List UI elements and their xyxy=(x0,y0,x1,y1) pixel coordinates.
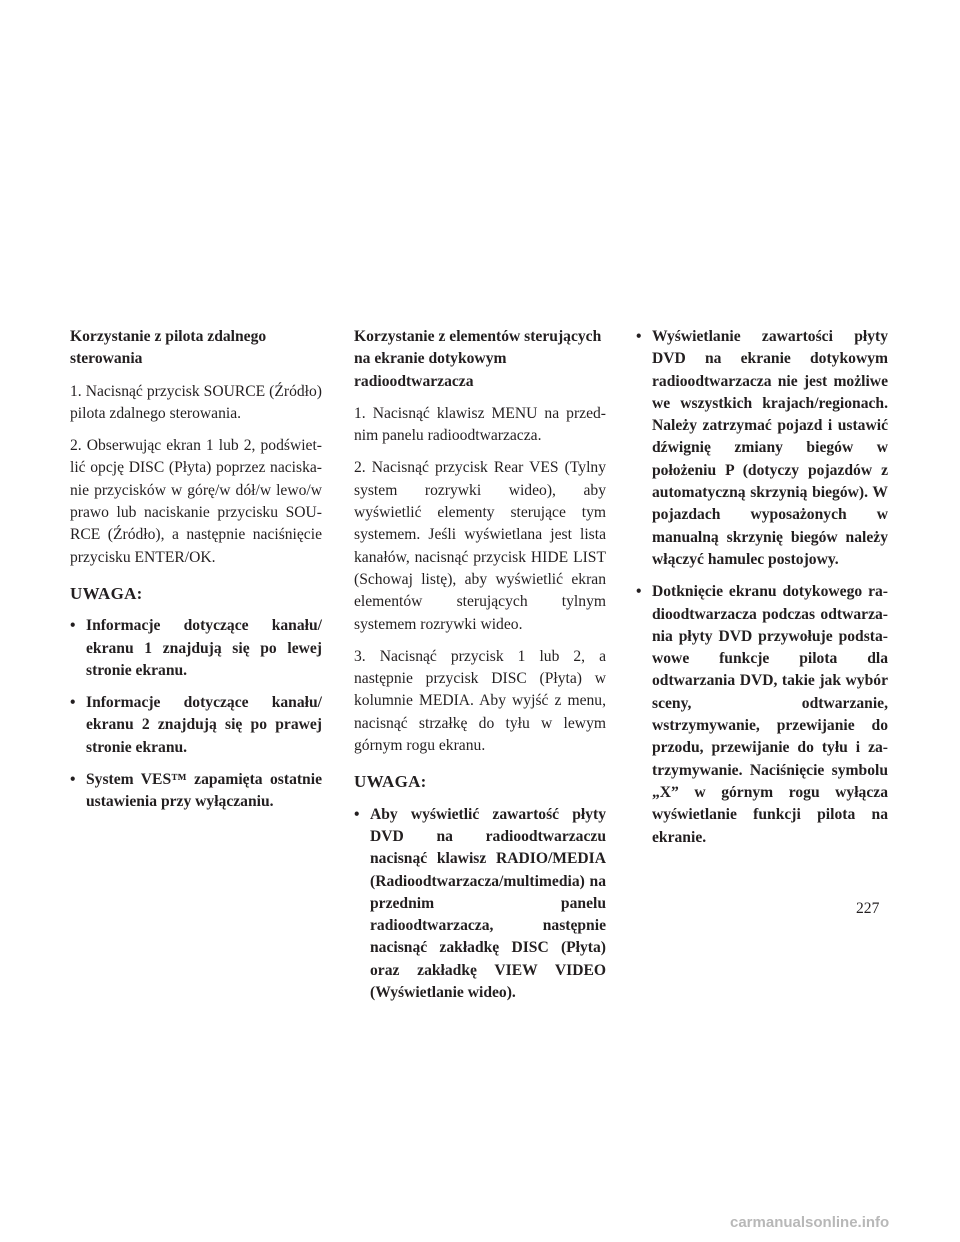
section-heading-remote: Korzystanie z pilota zdalnego sterowania xyxy=(70,328,267,368)
step-paragraph: 3. Nacisnąć przycisk 1 lub 2, a następnie przycisk DISC (Płyta) w kolumnie MEDIA. Aby wyjść z menu, nacisnąć strzałkę do tyłu w lewym górnym rogu ekranu. xyxy=(354,647,606,755)
column-3 xyxy=(636,326,888,859)
watermark: carmanualsonline.info xyxy=(730,1214,890,1231)
step-paragraph: 2. Nacisnąć przycisk Rear VES (Tylny system rozrywki wideo), aby wyświetlić elementy sterujące tym systemem. Jeśli wyświetlana jest lista kanałów, nacisnąć przycisk HIDE LIST (Schowaj listę), aby wyświetlić ekran elementów sterujących tylnym systemem rozrywki wideo. xyxy=(354,459,606,633)
step-paragraph: 1. Nacisnąć przycisk SOURCE (Źródło) pilota zdalnego sterowania. xyxy=(70,382,322,422)
note-label: UWAGA: xyxy=(354,772,427,792)
note-bullet: • Informacje dotyczące kanału/ ekranu 2 znajdują się po prawej stronie ekranu. xyxy=(70,692,322,759)
step-paragraph: 1. Nacisnąć klawisz MENU na przednim panelu radioodtwarzacza. xyxy=(354,404,606,445)
column-1 xyxy=(70,326,322,824)
section-heading-touchscreen: Korzystanie z elementów sterujących na ekranie dotykowym radioodtwarzacza xyxy=(354,328,602,390)
note-label: UWAGA: xyxy=(70,583,143,603)
note-bullet: • Dotknięcie ekranu dotykowego radioodtwarzacza podczas odtwarzania płyty DVD przywołuje podstawowe funkcje pilota dla odtwarzania DVD, takie jak wybór sceny, odtwarzanie, wstrzymywanie, przewijanie do przodu, przewijanie do tyłu i zatrzymywanie. Naciśnięcie symbolu „X” w górnym rogu wyłącza wyświetlanie funkcji pilota na ekranie. xyxy=(636,581,888,849)
note-bullet: • Informacje dotyczące kanału/ ekranu 1 znajdują się po lewej stronie ekranu. xyxy=(70,615,322,682)
step-paragraph: 2. Obserwując ekran 1 lub 2, podświetlić opcję DISC (Płyta) poprzez naciskanie przycisków w górę/w dół/w lewo/w prawo lub naciskanie przycisku SOURCE (Źródło), a następnie naciśnięcie przycisku ENTER/OK. xyxy=(70,437,322,566)
note-bullet-list xyxy=(70,615,322,813)
column-2 xyxy=(354,326,606,1014)
note-bullet-list xyxy=(636,326,888,849)
note-bullet: • System VES™ zapamięta ostatnie ustawienia przy wyłączaniu. xyxy=(70,769,322,814)
note-bullet: • Wyświetlanie zawartości płyty DVD na ekranie dotykowym radioodtwarzacza nie jest możliwe we wszystkich krajach/regionach. Należy zatrzymać pojazd i ustawić dźwignię zmiany biegów w położeniu P (dotyczy pojazdów z automatyczną skrzynią biegów). W pojazdach wyposażonych w manualną skrzynię biegów należy włączyć hamulec postojowy. xyxy=(636,326,888,571)
note-bullet-list xyxy=(354,804,606,1005)
note-bullet: • Aby wyświetlić zawartość płyty DVD na radioodtwarzaczu nacisnąć klawisz RADIO/MEDIA (Radioodtwarzacza/multimedia) na przednim panelu radioodtwarzacza, następnie nacisnąć zakładkę DISC (Płyta) oraz zakładkę VIEW VIDEO (Wyświetlanie wideo). xyxy=(354,804,606,1005)
page-number: 227 xyxy=(856,900,880,917)
